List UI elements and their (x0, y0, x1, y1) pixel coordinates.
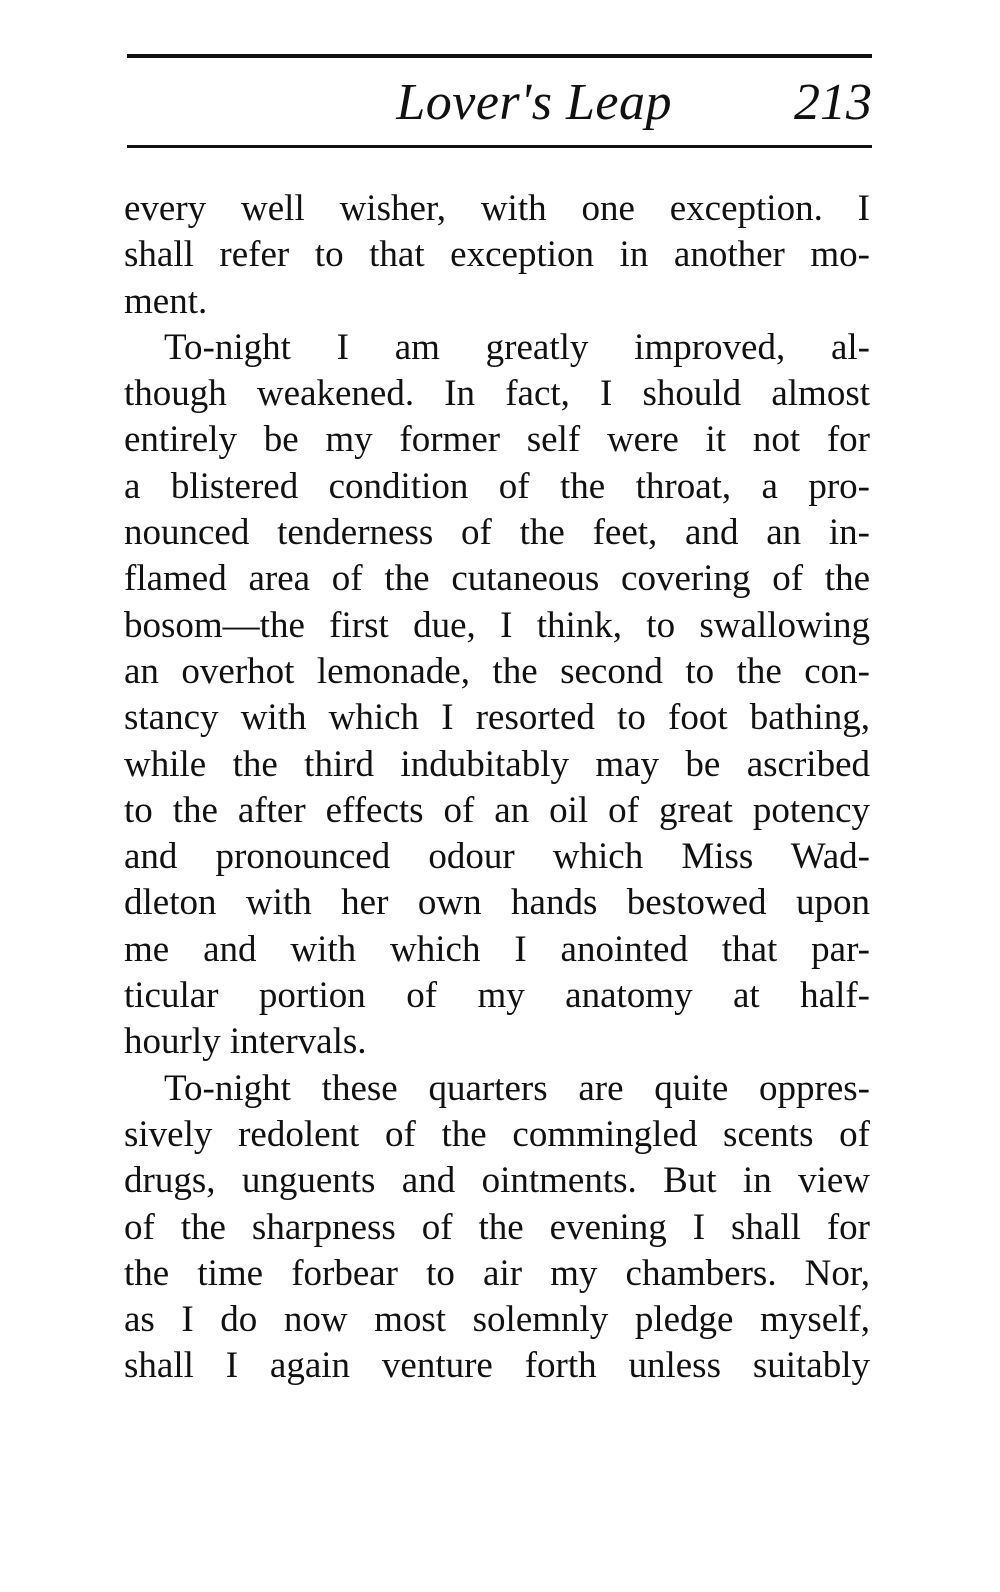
text-line: flamed area of the cutaneous covering of the (124, 558, 870, 600)
running-title: Lover's Leap (396, 74, 672, 131)
text-line: nounced tenderness of the feet, and an in- (124, 512, 870, 554)
text-line: though weakened. In fact, I should almost (124, 373, 870, 415)
text-line: to the after effects of an oil of great potency (124, 789, 870, 831)
text-line: a blistered condition of the throat, a pro- (124, 465, 870, 507)
text-line: while the third indubitably may be ascribed (124, 743, 870, 785)
text-line: ment. (124, 280, 208, 322)
text-line: stancy with which I resorted to foot bathing, (124, 697, 870, 739)
text-line: To-night I am greatly improved, al- (164, 326, 870, 368)
header-bottom-rule (127, 145, 872, 148)
text-line: of the sharpness of the evening I shall for (124, 1206, 870, 1248)
body-text (124, 186, 870, 1390)
text-line: hourly intervals. (124, 1021, 367, 1063)
text-line: sively redolent of the commingled scents of (124, 1113, 870, 1155)
text-line: and pronounced odour which Miss Wad- (124, 836, 870, 878)
text-line: dleton with her own hands bestowed upon (124, 882, 870, 924)
page-number: 213 (794, 74, 872, 131)
text-line: me and with which I anointed that par- (124, 928, 870, 970)
text-line: as I do now most solemnly pledge myself, (124, 1299, 870, 1341)
text-line: bosom—the first due, I think, to swallowing (124, 604, 870, 646)
text-line: drugs, unguents and ointments. But in view (124, 1160, 870, 1202)
text-line: To-night these quarters are quite oppres- (164, 1067, 870, 1109)
text-line: shall I again venture forth unless suitably (124, 1345, 870, 1387)
header-top-rule (127, 54, 872, 58)
text-line: an overhot lemonade, the second to the con- (124, 650, 870, 692)
text-line: ticular portion of my anatomy at half- (124, 975, 870, 1017)
text-line: shall refer to that exception in another mo- (124, 234, 870, 276)
running-head (127, 64, 872, 144)
text-line: entirely be my former self were it not for (124, 419, 870, 461)
text-line: every well wisher, with one exception. I (124, 188, 870, 229)
text-line: the time forbear to air my chambers. Nor, (124, 1252, 870, 1294)
